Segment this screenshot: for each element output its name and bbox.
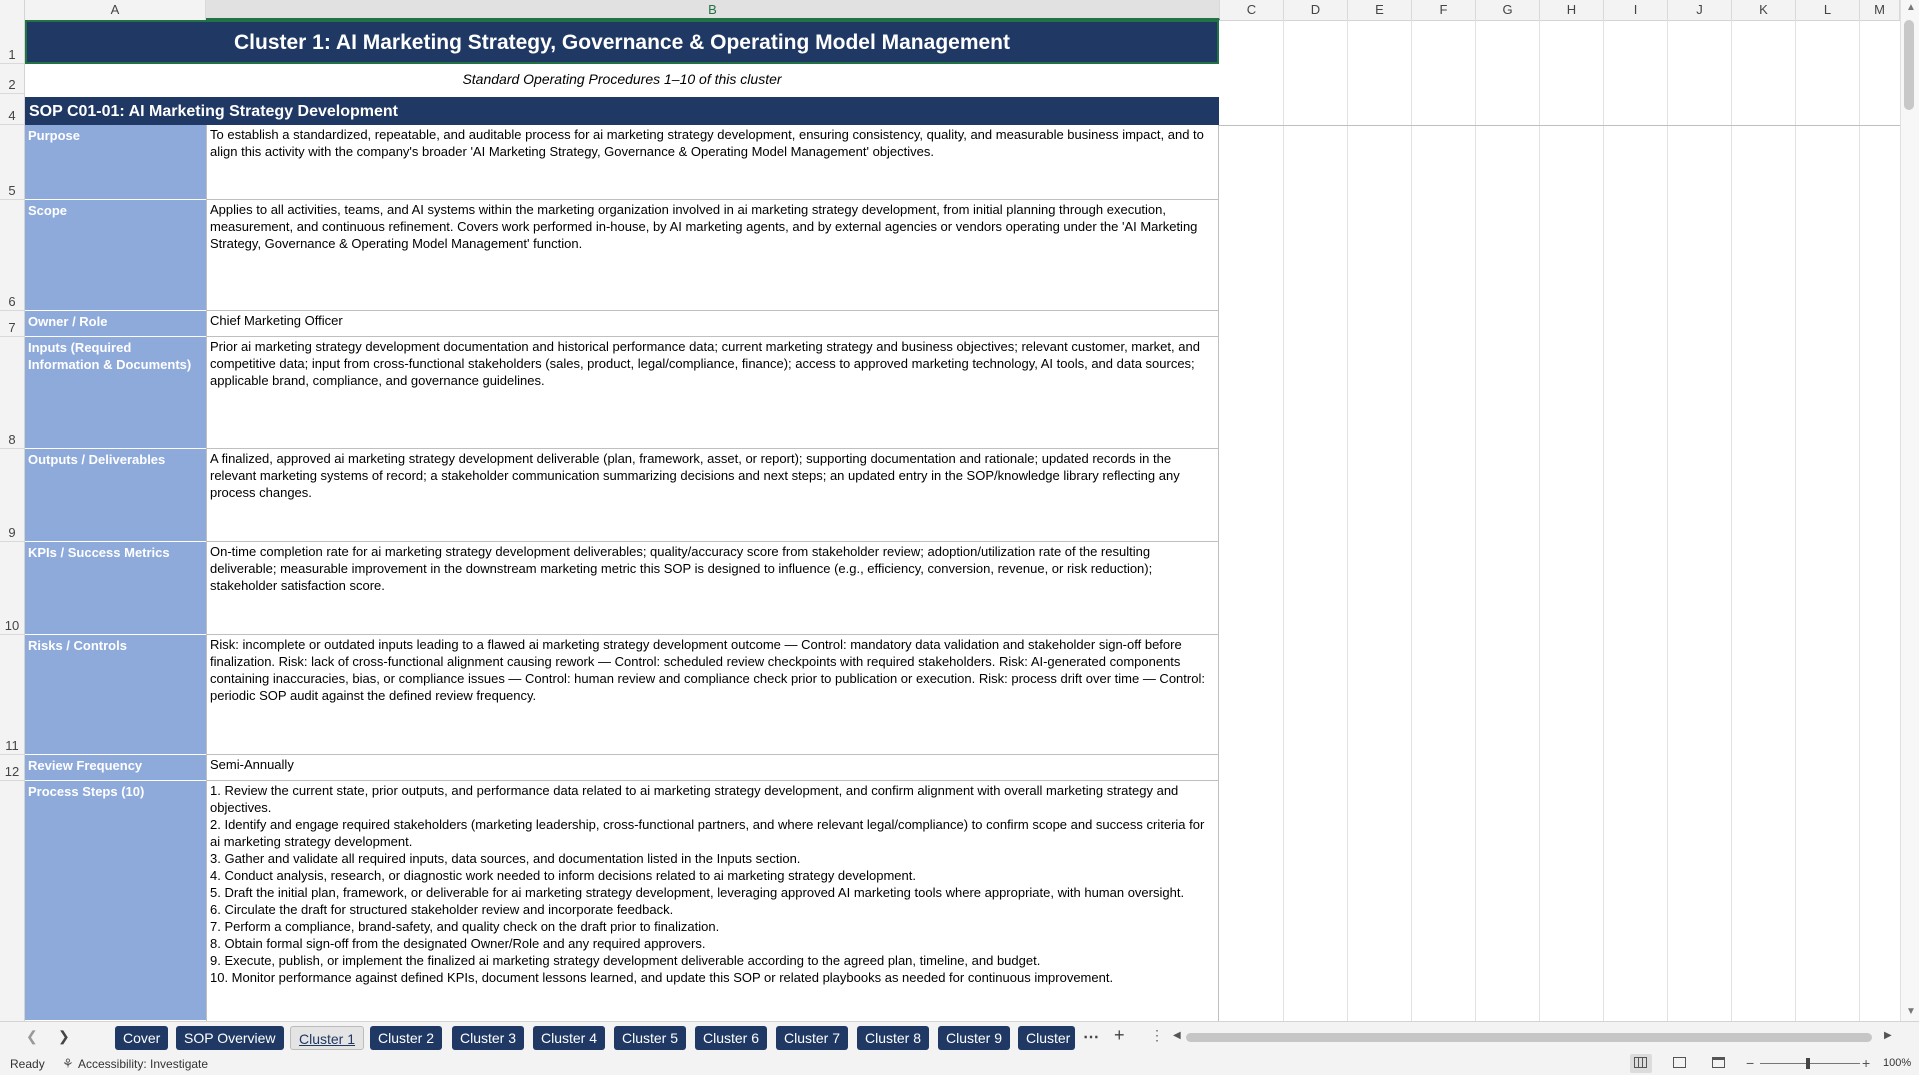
zoom-level[interactable]: 100% bbox=[1883, 1057, 1912, 1069]
tab-cluster-9[interactable]: Cluster 9 bbox=[938, 1026, 1010, 1050]
zoom-slider[interactable] bbox=[1760, 1063, 1860, 1064]
sop-heading[interactable]: SOP C01-01: AI Marketing Strategy Development bbox=[25, 97, 1219, 125]
label-scope[interactable]: Scope bbox=[25, 200, 206, 311]
status-bar bbox=[0, 1053, 1919, 1075]
column-header-f[interactable]: F bbox=[1412, 0, 1476, 20]
column-header-g[interactable]: G bbox=[1476, 0, 1540, 20]
label-process-steps[interactable]: Process Steps (10) bbox=[25, 781, 206, 1021]
row-header-bar bbox=[0, 20, 25, 1021]
more-sheets-icon[interactable]: ⋯ bbox=[1083, 1029, 1099, 1046]
column-header-m[interactable]: M bbox=[1860, 0, 1900, 20]
label-purpose[interactable]: Purpose bbox=[25, 125, 206, 200]
scroll-right-icon[interactable]: ▶ bbox=[1884, 1030, 1892, 1041]
normal-view-icon bbox=[1634, 1057, 1647, 1068]
scroll-up-icon[interactable]: ▲ bbox=[1906, 2, 1916, 13]
label-risks[interactable]: Risks / Controls bbox=[25, 635, 206, 755]
value-review-frequency[interactable]: Semi-Annually bbox=[206, 755, 1219, 781]
next-sheet-icon[interactable]: ❯ bbox=[58, 1028, 70, 1044]
tab-cover[interactable]: Cover bbox=[115, 1026, 168, 1050]
label-outputs[interactable]: Outputs / Deliverables bbox=[25, 449, 206, 542]
sheet-subtitle[interactable]: Standard Operating Procedures 1–10 of this cluster bbox=[462, 70, 782, 87]
value-outputs[interactable]: A finalized, approved ai marketing strategy development deliverable (plan, framework, asset, or report); supporting documentation and rationale; updated records in the relevant marketing systems of record; a stakeholder communication summarizing decisions and next steps; an updated entry in the SOP/knowledge library reflecting any process changes. bbox=[206, 449, 1219, 542]
label-owner[interactable]: Owner / Role bbox=[25, 311, 206, 337]
row-header-4[interactable]: 4 bbox=[0, 94, 24, 125]
sheet-title[interactable]: Cluster 1: AI Marketing Strategy, Governance & Operating Model Management bbox=[25, 20, 1219, 64]
label-inputs[interactable]: Inputs (Required Information & Documents) bbox=[25, 337, 206, 449]
column-header-i[interactable]: I bbox=[1604, 0, 1668, 20]
status-ready: Ready bbox=[10, 1057, 45, 1071]
column-header-h[interactable]: H bbox=[1540, 0, 1604, 20]
accessibility-icon[interactable]: ⚘ bbox=[62, 1056, 74, 1071]
tab-cluster-2[interactable]: Cluster 2 bbox=[370, 1026, 442, 1050]
page-break-preview-icon[interactable] bbox=[1712, 1057, 1725, 1068]
value-risks[interactable]: Risk: incomplete or outdated inputs leading to a flawed ai marketing strategy development outcome — Control: mandatory data validation and stakeholder sign-off before finalization. Risk: lack of cross-functional alignment causing rework — Control: scheduled review checkpoints with required stakeholders. Risk: AI-generated components containing inaccuracies, bias, or compliance issues — Control: human review and compliance check prior to publication or execution. Risk: process drift over time — Control: periodic SOP audit against the defined review frequency. bbox=[206, 635, 1219, 755]
vertical-scroll-thumb[interactable] bbox=[1904, 20, 1914, 110]
row-header-1[interactable]: 1 bbox=[0, 20, 24, 64]
scroll-left-icon[interactable]: ◀ bbox=[1173, 1030, 1181, 1041]
value-purpose[interactable]: To establish a standardized, repeatable, and auditable process for ai marketing strategy development, ensuring consistency, quality, and measurable business impact, and to align this activity with the company's broader 'AI Marketing Strategy, Governance & Operating Model Management' objectives. bbox=[206, 125, 1219, 200]
sheet-grid[interactable] bbox=[25, 20, 1900, 1021]
select-all-corner[interactable] bbox=[0, 0, 25, 20]
freeze-pane-line bbox=[1219, 125, 1900, 126]
zoom-slider-handle[interactable] bbox=[1806, 1058, 1810, 1069]
tab-cluster-truncated[interactable]: Cluster bbox=[1018, 1026, 1075, 1050]
row-header-8[interactable]: 8 bbox=[0, 337, 24, 449]
row-header-10[interactable]: 10 bbox=[0, 542, 24, 635]
row-header-9[interactable]: 9 bbox=[0, 449, 24, 542]
zoom-in-icon[interactable]: + bbox=[1862, 1055, 1871, 1071]
tab-cluster-8[interactable]: Cluster 8 bbox=[857, 1026, 929, 1050]
value-inputs[interactable]: Prior ai marketing strategy development documentation and historical performance data; current marketing strategy and business objectives; relevant customer, market, and competitive data; input from cross-functional stakeholders (sales, product, legal/compliance, finance); access to approved marketing technology, AI tools, and data sources; applicable brand, compliance, and governance guidelines. bbox=[206, 337, 1219, 449]
column-header-b[interactable]: B bbox=[206, 0, 1220, 20]
value-process-steps[interactable]: 1. Review the current state, prior outputs, and performance data related to ai marketing strategy development, and confirm alignment with overall marketing strategy and objectives. 2. Identify and engage required stakeholders (marketing leadership, cross-functional partners, and where relevant legal/compliance) to confirm scope and success criteria for ai marketing strategy development. 3. Gather and validate all required inputs, data sources, and documentation listed in the Inputs section. 4. Conduct analysis, research, or diagnostic work needed to inform decisions related to ai marketing strategy development. 5. Draft the initial plan, framework, or deliverable for ai marketing strategy development, leveraging approved AI marketing tools where appropriate, with human oversight. 6. Circulate the draft for structured stakeholder review and incorporate feedback. 7. Perform a compliance, brand-safety, and quality check on the draft prior to finalization. 8. Obtain formal sign-off from the designated Owner/Role and any required approvers. 9. Execute, publish, or implement the finalized ai marketing strategy development deliverable according to the agreed plan, timeline, and budget. 10. Monitor performance against defined KPIs, document lessons learned, and update this SOP or related playbooks as needed for continuous improvement. bbox=[206, 781, 1219, 1021]
column-header-l[interactable]: L bbox=[1796, 0, 1860, 20]
column-header-j[interactable]: J bbox=[1668, 0, 1732, 20]
accessibility-status[interactable]: Accessibility: Investigate bbox=[78, 1057, 209, 1071]
tab-cluster-4[interactable]: Cluster 4 bbox=[533, 1026, 605, 1050]
row-header-11[interactable]: 11 bbox=[0, 635, 24, 755]
zoom-out-icon[interactable]: − bbox=[1746, 1055, 1755, 1071]
column-header-d[interactable]: D bbox=[1284, 0, 1348, 20]
row-header-5[interactable]: 5 bbox=[0, 125, 24, 200]
value-scope[interactable]: Applies to all activities, teams, and AI systems within the marketing organization involved in ai marketing strategy development, from initial planning through execution, measurement, and continuous refinement. Covers work performed in-house, by AI marketing agents, and by external agencies or vendors operating under the 'AI Marketing Strategy, Governance & Operating Model Management' function. bbox=[206, 200, 1219, 311]
tab-cluster-5[interactable]: Cluster 5 bbox=[614, 1026, 686, 1050]
row-header-12[interactable]: 12 bbox=[0, 755, 24, 781]
label-kpis[interactable]: KPIs / Success Metrics bbox=[25, 542, 206, 635]
tab-cluster-1[interactable]: Cluster 1 bbox=[290, 1026, 364, 1050]
prev-sheet-icon[interactable]: ❮ bbox=[26, 1028, 38, 1044]
row-header-6[interactable]: 6 bbox=[0, 200, 24, 311]
tab-cluster-3[interactable]: Cluster 3 bbox=[452, 1026, 524, 1050]
column-header-k[interactable]: K bbox=[1732, 0, 1796, 20]
column-header-bar bbox=[0, 0, 1900, 21]
value-kpis[interactable]: On-time completion rate for ai marketing strategy development deliverables; quality/accuracy score from stakeholder review; adoption/utilization rate of the resulting deliverable; measurable improvement in the downstream marketing metric this SOP is designed to influence (e.g., efficiency, conversion, revenue, or risk reduction); stakeholder satisfaction score. bbox=[206, 542, 1219, 635]
value-owner[interactable]: Chief Marketing Officer bbox=[206, 311, 1219, 337]
tab-sop-overview[interactable]: SOP Overview bbox=[176, 1026, 284, 1050]
row-header-2[interactable]: 2 bbox=[0, 64, 24, 94]
label-review-frequency[interactable]: Review Frequency bbox=[25, 755, 206, 781]
column-header-a[interactable]: A bbox=[25, 0, 206, 20]
scroll-down-icon[interactable]: ▼ bbox=[1906, 1006, 1916, 1017]
tab-cluster-6[interactable]: Cluster 6 bbox=[695, 1026, 767, 1050]
horizontal-scroll-thumb[interactable] bbox=[1186, 1033, 1872, 1042]
tab-options-icon[interactable]: ⋮ bbox=[1150, 1027, 1164, 1043]
tab-cluster-7[interactable]: Cluster 7 bbox=[776, 1026, 848, 1050]
column-header-c[interactable]: C bbox=[1220, 0, 1284, 20]
column-header-e[interactable]: E bbox=[1348, 0, 1412, 20]
row-header-7[interactable]: 7 bbox=[0, 311, 24, 337]
vertical-scrollbar[interactable] bbox=[1900, 0, 1919, 1021]
add-sheet-icon[interactable]: + bbox=[1114, 1025, 1125, 1045]
page-layout-icon[interactable] bbox=[1673, 1057, 1686, 1068]
